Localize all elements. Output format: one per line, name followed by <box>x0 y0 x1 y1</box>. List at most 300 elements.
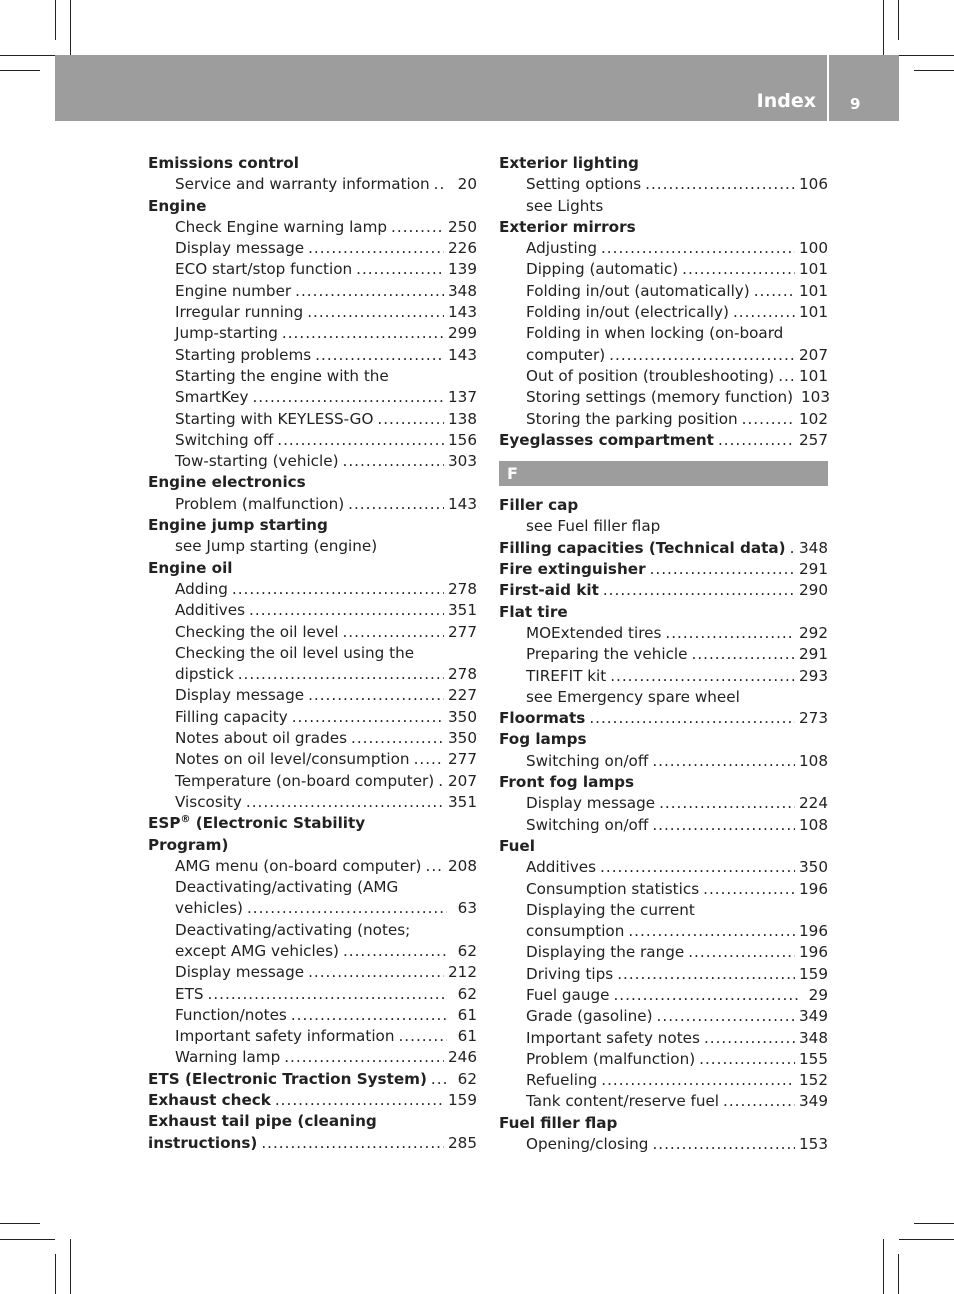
page-ref: 277 <box>448 622 477 641</box>
page-ref: 108 <box>799 815 828 834</box>
entry-label: Filler cap <box>499 496 579 515</box>
entry-label: Deactivating/activating (AMG <box>175 878 399 897</box>
entry-text <box>148 813 365 834</box>
leader-dots <box>351 728 444 749</box>
leader-dots <box>790 538 795 559</box>
entry-text <box>148 472 306 493</box>
entry-text <box>175 685 304 706</box>
entry-text <box>175 771 434 792</box>
entry-text <box>526 857 596 878</box>
index-subentry <box>148 579 477 600</box>
entry-text <box>175 707 288 728</box>
index-subentry <box>148 898 477 919</box>
leader-dots <box>252 387 444 408</box>
entry-text <box>175 962 304 983</box>
entry-label: Out of position (troubleshooting) <box>526 366 775 385</box>
entry-text <box>175 643 414 664</box>
page-ref: 108 <box>799 751 828 770</box>
entry-label: Floormats <box>499 709 586 728</box>
entry-text <box>499 538 786 559</box>
page-ref: 291 <box>799 645 828 664</box>
entry-text <box>175 579 228 600</box>
page-ref: 278 <box>448 579 477 598</box>
page-ref: 143 <box>448 345 477 364</box>
index-subentry <box>499 366 828 387</box>
entry-label: except AMG vehicles) <box>175 941 339 960</box>
index-subentry <box>499 921 828 942</box>
index-entry <box>499 430 828 451</box>
index-subentry <box>148 728 477 749</box>
entry-text <box>526 345 605 366</box>
page-ref: 349 <box>799 1007 828 1026</box>
entry-text <box>526 1134 648 1155</box>
index-subentry <box>148 451 477 472</box>
crop-mark <box>899 1239 954 1240</box>
entry-label: Engine jump starting <box>148 516 328 535</box>
page-ref: 246 <box>448 1048 477 1067</box>
leader-dots <box>703 879 795 900</box>
page-ref: 348 <box>448 281 477 300</box>
entry-text <box>526 666 606 687</box>
page-ref: 152 <box>799 1071 828 1090</box>
entry-label: Display message <box>175 686 305 705</box>
index-subentry <box>499 1006 828 1027</box>
entry-text <box>175 1047 280 1068</box>
entry-label: Display message <box>175 239 305 258</box>
index-subentry <box>148 1026 477 1047</box>
entry-text <box>526 1049 695 1070</box>
page-ref: 101 <box>799 281 828 300</box>
leader-dots <box>704 1028 795 1049</box>
entry-label: TIREFIT kit <box>526 666 607 685</box>
entry-text <box>499 772 634 793</box>
entry-label: Engine number <box>175 281 292 300</box>
entry-label: see Fuel filler flap <box>526 517 661 536</box>
index-subentry <box>499 196 828 217</box>
index-subentry <box>148 238 477 259</box>
entry-label: SmartKey <box>175 388 249 407</box>
index-entry <box>499 1113 828 1134</box>
entry-text <box>526 1091 719 1112</box>
leader-dots <box>308 238 444 259</box>
entry-text <box>526 815 648 836</box>
entry-label: Switching on/off <box>526 815 649 834</box>
entry-label: Fog lamps <box>499 730 587 749</box>
entry-label: Folding in/out (automatically) <box>526 281 750 300</box>
entry-label: Setting options <box>526 175 642 194</box>
crop-mark <box>898 1254 899 1294</box>
entry-text <box>526 1006 653 1027</box>
crop-mark <box>70 0 71 55</box>
entry-text <box>499 430 714 451</box>
index-subentry <box>148 941 477 962</box>
page-ref: 207 <box>448 771 477 790</box>
entry-text <box>526 259 678 280</box>
entry-text <box>175 345 311 366</box>
entry-label: Eyeglasses compartment <box>499 430 714 449</box>
page-ref: 207 <box>799 345 828 364</box>
leader-dots <box>650 559 795 580</box>
entry-label: Deactivating/activating (notes; <box>175 920 411 939</box>
index-list-e <box>499 153 831 451</box>
page-ref: 153 <box>799 1135 828 1154</box>
entry-label: Switching on/off <box>526 751 649 770</box>
page-ref: 103 <box>801 388 831 407</box>
entry-text <box>175 259 352 280</box>
leader-dots <box>613 985 798 1006</box>
entry-text <box>175 877 398 898</box>
entry-text <box>499 217 636 238</box>
page-ref: 159 <box>799 964 828 983</box>
entry-label: Notes on oil level/consumption <box>175 750 410 769</box>
entry-label: Engine <box>148 196 207 215</box>
index-entry <box>148 196 477 217</box>
leader-dots <box>275 1090 444 1111</box>
entry-label: Starting the engine with the <box>175 366 389 385</box>
page-ref: 101 <box>799 260 828 279</box>
entry-text <box>148 558 233 579</box>
entry-label: Engine electronics <box>148 473 306 492</box>
entry-text <box>148 1090 271 1111</box>
entry-label: Engine oil <box>148 558 233 577</box>
index-subentry <box>148 323 477 344</box>
index-subentry <box>499 1028 828 1049</box>
entry-label: Fuel filler flap <box>499 1113 618 1132</box>
page-ref: 299 <box>448 324 477 343</box>
index-subentry <box>499 387 831 408</box>
entry-label: Checking the oil level using the <box>175 643 415 662</box>
index-entry <box>499 153 828 174</box>
page-ref: 139 <box>448 260 477 279</box>
index-subentry <box>499 302 828 323</box>
entry-label: Grade (gasoline) <box>526 1007 653 1026</box>
leader-dots <box>652 1134 795 1155</box>
entry-text <box>175 984 204 1005</box>
entry-text <box>526 281 750 302</box>
leader-dots <box>778 366 795 387</box>
leader-dots <box>284 1047 444 1068</box>
entry-text <box>526 964 613 985</box>
crop-mark <box>883 0 884 55</box>
entry-label: Service and warranty information <box>175 175 430 194</box>
leader-dots <box>348 494 444 515</box>
entry-text <box>526 623 661 644</box>
leader-dots <box>261 1133 444 1154</box>
entry-text <box>175 174 430 195</box>
leader-dots <box>659 793 795 814</box>
index-subentry <box>499 687 828 708</box>
entry-label: Checking the oil level <box>175 622 339 641</box>
index-entry <box>148 1111 477 1132</box>
page-ref: 226 <box>448 239 477 258</box>
index-subentry <box>499 174 828 195</box>
entry-text <box>526 900 695 921</box>
entry-text <box>499 708 585 729</box>
page-ref: 100 <box>799 239 828 258</box>
entry-label: Irregular running <box>175 303 304 322</box>
index-subentry <box>148 643 477 664</box>
page-ref: 348 <box>799 1028 828 1047</box>
entry-text <box>499 559 646 580</box>
entry-text <box>175 1005 287 1026</box>
index-entry <box>148 472 477 493</box>
entry-text <box>526 409 738 430</box>
entry-text <box>526 751 648 772</box>
entry-text <box>175 600 245 621</box>
entry-text <box>148 1111 377 1132</box>
page-ref: 62 <box>457 1069 477 1088</box>
index-subentry <box>148 366 477 387</box>
leader-dots <box>723 1091 795 1112</box>
leader-dots <box>414 749 444 770</box>
index-subentry <box>148 664 477 685</box>
leader-dots <box>282 323 444 344</box>
index-subentry <box>499 1049 828 1070</box>
index-subentry <box>499 238 828 259</box>
page-ref: 102 <box>799 409 828 428</box>
entry-label: dipstick <box>175 665 234 684</box>
index-subentry <box>148 771 477 792</box>
index-subentry <box>499 644 828 665</box>
page-ref: 208 <box>448 856 477 875</box>
crop-mark <box>70 1239 71 1294</box>
entry-text <box>175 792 242 813</box>
entry-label: Additives <box>175 601 246 620</box>
entry-text <box>526 1070 597 1091</box>
entry-text <box>175 856 422 877</box>
entry-label: ETS (Electronic Traction System) <box>148 1069 427 1088</box>
entry-label: Check Engine warning lamp <box>175 217 388 236</box>
entry-label: Display message <box>175 963 305 982</box>
leader-dots <box>398 1026 447 1047</box>
entry-label: Function/notes <box>175 1005 287 1024</box>
index-subentry <box>148 685 477 706</box>
entry-text <box>499 580 599 601</box>
entry-text <box>175 430 273 451</box>
entry-label: Opening/closing <box>526 1135 649 1154</box>
entry-text <box>526 302 729 323</box>
leader-dots <box>307 302 444 323</box>
index-subentry <box>499 516 828 537</box>
entry-label: Adding <box>175 579 228 598</box>
entry-label: Emissions control <box>148 154 299 172</box>
leader-dots <box>295 281 444 302</box>
entry-text <box>148 1069 427 1090</box>
leader-dots <box>652 815 795 836</box>
entry-text <box>175 238 304 259</box>
leader-dots <box>426 856 445 877</box>
page-ref: 290 <box>799 581 828 600</box>
page-ref: 62 <box>457 941 477 960</box>
index-subentry <box>148 984 477 1005</box>
index-subentry <box>148 792 477 813</box>
index-subentry <box>499 879 828 900</box>
entry-text <box>175 302 303 323</box>
entry-text <box>526 387 793 408</box>
page-ref: 101 <box>799 366 828 385</box>
crop-mark <box>898 0 899 40</box>
page-ref: 292 <box>799 623 828 642</box>
index-subentry <box>499 623 828 644</box>
page-ref: 196 <box>799 922 828 941</box>
page-ref: 303 <box>448 452 477 471</box>
index-subentry <box>148 217 477 238</box>
leader-dots <box>291 1005 447 1026</box>
page-ref: 20 <box>457 175 477 194</box>
leader-dots <box>609 345 795 366</box>
crop-mark <box>0 70 40 71</box>
index-subentry <box>148 387 477 408</box>
page-ref: 273 <box>799 709 828 728</box>
page-ref: 137 <box>448 388 477 407</box>
page-ref: 348 <box>799 538 828 557</box>
leader-dots <box>377 409 444 430</box>
page-ref: 285 <box>448 1133 477 1152</box>
entry-text <box>175 664 234 685</box>
entry-label: Filling capacities (Technical data) <box>499 538 786 557</box>
entry-text <box>175 217 387 238</box>
leader-dots <box>652 751 795 772</box>
index-subentry <box>499 900 828 921</box>
entry-text <box>526 516 660 537</box>
entry-label: vehicles) <box>175 899 243 918</box>
index-subentry <box>499 1091 828 1112</box>
index-subentry <box>148 1047 477 1068</box>
page-number: 9 <box>850 95 861 113</box>
leader-dots <box>682 259 795 280</box>
leader-dots <box>603 580 795 601</box>
entry-text <box>175 622 338 643</box>
page-ref: 278 <box>448 665 477 684</box>
entry-label: see Emergency spare wheel <box>526 687 740 706</box>
leader-dots <box>742 409 795 430</box>
entry-label: Consumption statistics <box>526 879 700 898</box>
page-ref: 61 <box>457 1005 477 1024</box>
entry-text <box>499 836 535 857</box>
page-ref: 257 <box>799 430 828 449</box>
entry-label: instructions) <box>148 1133 258 1152</box>
page-ref: 156 <box>448 430 477 449</box>
entry-label: MOExtended tires <box>526 623 662 642</box>
page-ref: 143 <box>448 494 477 513</box>
leader-dots <box>434 174 447 195</box>
index-entry <box>499 559 828 580</box>
index-subentry <box>148 877 477 898</box>
entry-text <box>175 451 339 472</box>
index-subentry <box>499 281 828 302</box>
entry-label: Viscosity <box>175 792 242 811</box>
page-ref: 138 <box>448 409 477 428</box>
entry-label: Important safety notes <box>526 1028 700 1047</box>
entry-label: Tow-starting (vehicle) <box>175 452 339 471</box>
entry-text <box>526 323 783 344</box>
registered-mark: ® <box>180 814 191 826</box>
index-subentry <box>148 536 477 557</box>
entry-label: Driving tips <box>526 964 614 983</box>
entry-label: Exterior lighting <box>499 154 639 172</box>
leader-dots <box>754 281 795 302</box>
page-ref: 106 <box>799 175 828 194</box>
index-subentry <box>499 985 828 1006</box>
entry-label: Fuel gauge <box>526 985 610 1004</box>
entry-text <box>175 941 339 962</box>
index-subentry <box>148 749 477 770</box>
entry-label: Filling capacity <box>175 707 288 726</box>
entry-label: Folding in when locking (on-board <box>526 324 784 343</box>
index-entry <box>499 580 828 601</box>
entry-text <box>526 687 740 708</box>
crop-mark <box>883 1239 884 1294</box>
index-subentry <box>148 707 477 728</box>
index-entry <box>148 813 477 834</box>
entry-label: Important safety information <box>175 1027 395 1046</box>
page-ref: 61 <box>457 1027 477 1046</box>
page-ref: 351 <box>448 601 477 620</box>
entry-label: see Jump starting (engine) <box>175 537 378 556</box>
entry-label: Storing settings (memory function) <box>526 388 794 407</box>
entry-text <box>175 366 389 387</box>
leader-dots <box>610 666 795 687</box>
index-subentry <box>499 857 828 878</box>
entry-text <box>499 495 578 516</box>
index-entry <box>148 1133 477 1154</box>
index-subentry <box>499 666 828 687</box>
index-subentry <box>148 174 477 195</box>
leader-dots <box>601 238 795 259</box>
entry-text <box>175 494 344 515</box>
leader-dots <box>600 857 795 878</box>
leader-dots <box>247 898 447 919</box>
entry-text <box>175 387 248 408</box>
index-subentry <box>148 259 477 280</box>
entry-label: Switching off <box>175 430 274 449</box>
section-letter-f: F <box>499 461 828 486</box>
leader-dots <box>292 707 444 728</box>
entry-label: Storing the parking position <box>526 409 738 428</box>
entry-label: ESP <box>148 814 181 833</box>
entry-text <box>175 536 377 557</box>
page-ref: 63 <box>457 899 477 918</box>
index-subentry <box>148 622 477 643</box>
entry-label: Preparing the vehicle <box>526 645 688 664</box>
entry-label: Exterior mirrors <box>499 217 636 236</box>
entry-label: Tank content/reserve fuel <box>526 1092 720 1111</box>
index-entry <box>148 1090 477 1111</box>
entry-label: see Lights <box>526 196 604 215</box>
entry-label: Dipping (automatic) <box>526 260 679 279</box>
entry-text <box>526 196 603 217</box>
entry-label: Jump-starting <box>175 324 278 343</box>
leader-dots <box>688 942 795 963</box>
entry-text <box>526 921 624 942</box>
entry-text <box>175 409 373 430</box>
entry-text <box>175 728 347 749</box>
entry-label: Refueling <box>526 1071 598 1090</box>
entry-text <box>175 920 410 941</box>
entry-text <box>499 602 568 623</box>
entry-text <box>499 729 587 750</box>
page-ref: 62 <box>457 984 477 1003</box>
entry-text <box>175 749 410 770</box>
index-subentry <box>499 751 828 772</box>
index-entry <box>499 602 828 623</box>
index-subentry <box>499 345 828 366</box>
entry-label-cont: (Electronic Stability <box>190 814 366 833</box>
index-column-left <box>148 153 477 1154</box>
entry-text <box>526 793 655 814</box>
entry-label: ETS <box>175 984 204 1003</box>
index-subentry <box>499 323 828 344</box>
